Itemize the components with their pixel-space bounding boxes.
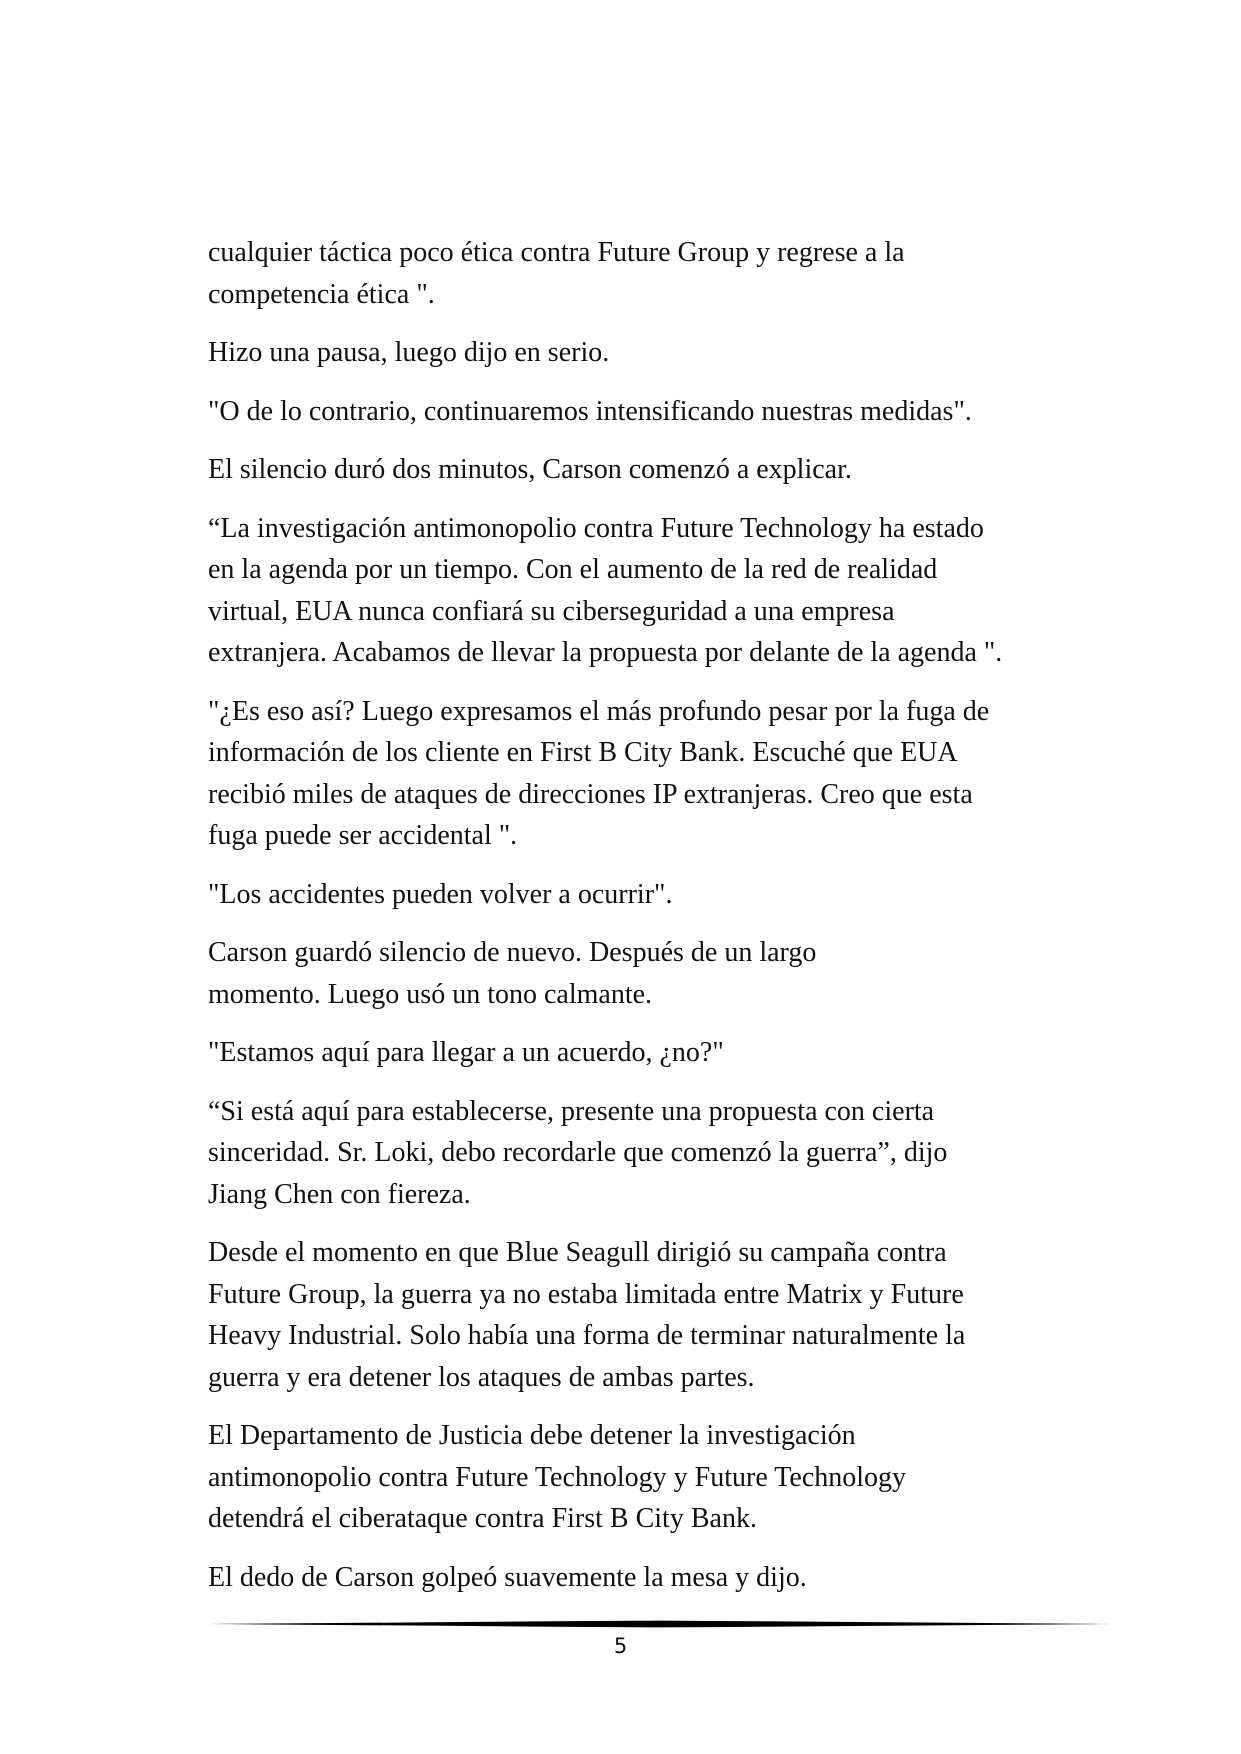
paragraph [208, 874, 1088, 916]
text-line: en la agenda por un tiempo. Con el aumento de la red de realidad [208, 554, 938, 585]
page-number: 5 [613, 1634, 628, 1658]
text-line: "Los accidentes pueden volver a ocurrir". [208, 878, 673, 910]
paragraph [208, 1415, 1088, 1540]
paragraph [208, 932, 1088, 1015]
text-line: virtual, EUA nunca confiará su ciberseguridad a una empresa [208, 595, 895, 627]
footer-divider [208, 1618, 1112, 1630]
paragraph [208, 391, 1088, 433]
text-line: Carson guardó silencio de nuevo. Después de un largo [208, 937, 817, 968]
text-line: recibió miles de ataques de direcciones IP extranjeras. Creo que esta [208, 778, 973, 810]
paragraph [208, 1032, 1088, 1074]
text-line: "Estamos aquí para llegar a un acuerdo, ¿no?" [208, 1037, 724, 1068]
text-line: El silencio duró dos minutos, Carson comenzó a explicar. [208, 454, 852, 485]
text-line: “Si está aquí para establecerse, presente una propuesta con cierta [208, 1095, 935, 1127]
text-line: Heavy Industrial. Solo había una forma de terminar naturalmente la [208, 1320, 966, 1351]
text-line: "O de lo contrario, continuaremos intensificando nuestras medidas". [208, 395, 972, 427]
paragraph [208, 332, 1088, 374]
text-line: detendrá el ciberataque contra First B City Bank. [208, 1503, 757, 1534]
paragraph [208, 449, 1088, 491]
paragraph [208, 1091, 1088, 1216]
text-line: fuga puede ser accidental ". [208, 820, 518, 851]
text-line: El dedo de Carson golpeó suavemente la mesa y dijo. [208, 1561, 807, 1593]
text-line: El Departamento de Justicia debe detener la investigación [208, 1420, 856, 1451]
text-line: antimonopolio contra Future Technology y Future Technology [208, 1461, 907, 1493]
text-line: momento. Luego usó un tono calmante. [208, 978, 653, 1010]
text-line: Jiang Chen con fiereza. [208, 1178, 471, 1210]
body-text [208, 232, 1088, 1615]
paragraph [208, 232, 1088, 315]
text-line: extranjera. Acabamos de llevar la propuesta por delante de la agenda ". [208, 637, 1003, 668]
paragraph [208, 1557, 1088, 1599]
text-line: sinceridad. Sr. Loki, debo recordarle que comenzó la guerra”, dijo [208, 1137, 948, 1168]
paragraph [208, 508, 1088, 674]
text-line: “La investigación antimonopolio contra Future Technology ha estado [208, 512, 984, 544]
text-line: competencia ética ". [208, 278, 435, 310]
text-line: Hizo una pausa, luego dijo en serio. [208, 337, 610, 368]
text-line: cualquier táctica poco ética contra Future Group y regrese a la [208, 237, 905, 268]
paragraph [208, 1232, 1088, 1398]
text-line: Desde el momento en que Blue Seagull dirigió su campaña contra [208, 1237, 947, 1268]
text-line: guerra y era detener los ataques de ambas partes. [208, 1361, 755, 1393]
text-line: Future Group, la guerra ya no estaba limitada entre Matrix y Future [208, 1278, 964, 1310]
paragraph [208, 691, 1088, 857]
text-line: información de los cliente en First B City Bank. Escuché que EUA [208, 737, 958, 768]
footer-divider-swash [208, 1621, 1112, 1628]
text-line: "¿Es eso así? Luego expresamos el más profundo pesar por la fuga de [208, 695, 990, 727]
